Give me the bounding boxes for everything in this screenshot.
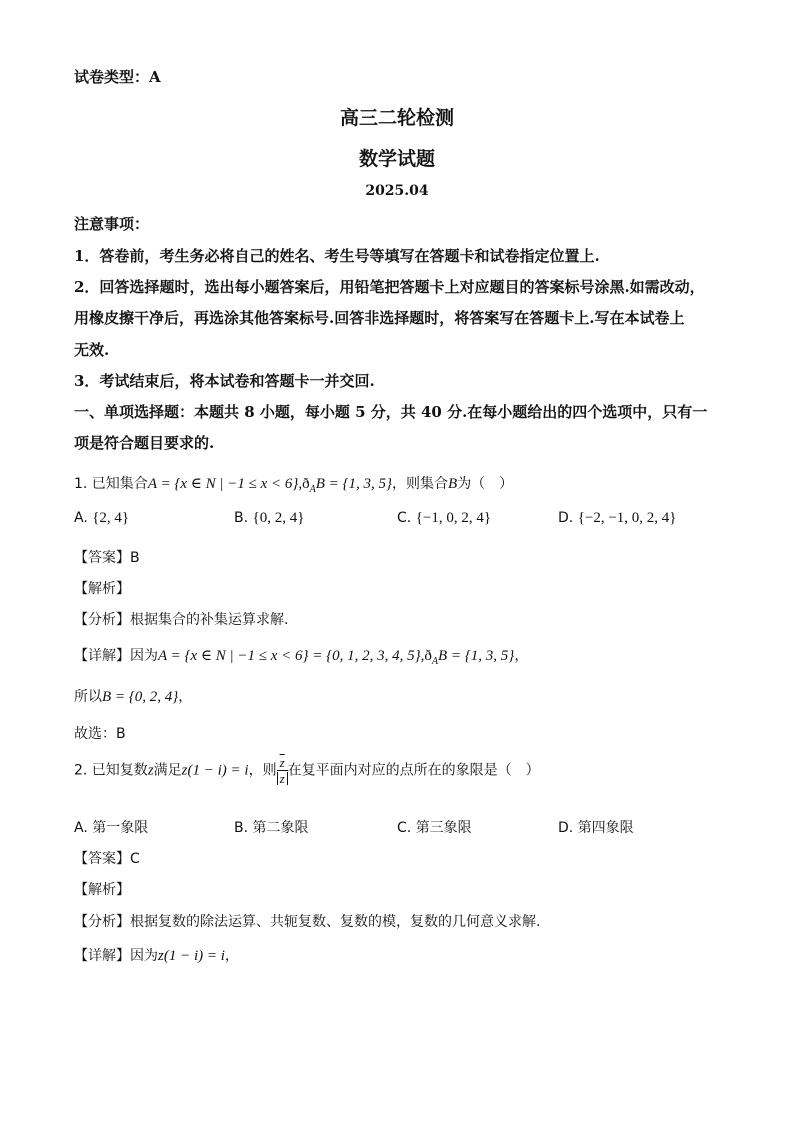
- q2-suffix: 在复平面内对应的点所在的象限是（ ）: [287, 762, 540, 779]
- q1-option-b-value: {0, 2, 4}: [252, 510, 305, 526]
- q1-option-a-value: {2, 4}: [92, 510, 130, 526]
- q2-analysis-tag: 【解析】: [74, 882, 130, 898]
- q1-set-a: A = {x ∈ N | −1 ≤ x < 6}: [147, 476, 299, 492]
- q2-option-d-label: D.: [558, 820, 574, 836]
- q2-mid: 满足: [153, 762, 182, 779]
- q1-option-c-label: C.: [397, 510, 412, 526]
- q1-detail-end: ，: [514, 648, 529, 664]
- q2-option-d-value: 第四象限: [577, 820, 634, 836]
- q2-option-c-value: 第三象限: [415, 820, 472, 836]
- q2-detail-end: ，: [224, 948, 239, 964]
- q1-option-d-label: D.: [558, 510, 574, 526]
- q2-fraction: [277, 756, 288, 785]
- q1-answer: 【答案】B: [74, 550, 140, 566]
- notes-heading: 注意事项：: [74, 215, 150, 233]
- notes-item-2-line-2: 用橡皮擦干净后，再选涂其他答案标号.回答非选择题时，将答案写在答题卡上.写在本试卷上: [74, 309, 685, 327]
- q1-option-a-label: A.: [74, 510, 88, 526]
- q1-analysis: 【分析】根据集合的补集运算求解.: [74, 612, 289, 628]
- q1-prefix: 1. 已知集合: [74, 476, 148, 492]
- q2-answer: 【答案】C: [74, 851, 140, 867]
- section1-line-2: 项是符合题目要求的.: [74, 434, 215, 452]
- q1-so: [74, 686, 192, 706]
- q2-fraction-bottom: z: [277, 772, 288, 785]
- exam-date: 2025.04: [365, 183, 429, 199]
- q1-complement-rest: B = {1, 3, 5}: [315, 476, 393, 492]
- q1-option-b: [234, 510, 304, 527]
- q1-detail-complement-sub: A: [431, 655, 439, 667]
- q2-detail-math: z(1 − i) = i: [158, 948, 225, 964]
- q2-then: ，则: [248, 762, 277, 779]
- q1-so-math: B = {0, 2, 4}: [102, 689, 179, 705]
- q1-option-b-label: B.: [234, 510, 249, 526]
- q1-var-b: B: [448, 476, 458, 492]
- paper-type: 试卷类型：A: [74, 68, 161, 86]
- q2-var-z: z: [147, 762, 154, 779]
- q1-stem: 1. 已知集合A = {x ∈ N | $-1 \le x < 6\},ð_AB = \{1$, 3, 5}，则集合B为（ ）: [74, 476, 514, 495]
- q1-option-d-value: {−2, −1, 0, 2, 4}: [577, 510, 677, 526]
- q1-option-c: [397, 510, 491, 527]
- q2-option-c: [397, 817, 472, 837]
- q2-detail: [74, 945, 239, 965]
- section1-line-1: 一、单项选择题：本题共 8 小题，每小题 5 分，共 40 分.在每小题给出的四个选项中，只有一: [74, 403, 708, 421]
- q1-option-d: [558, 510, 677, 527]
- q2-option-a-label: A.: [74, 820, 88, 836]
- q1-option-a: [74, 510, 129, 527]
- q2-option-c-label: C.: [397, 820, 412, 836]
- q2-option-b: [234, 817, 309, 837]
- notes-item-3: 3．考试结束后，将本试卷和答题卡一并交回.: [74, 372, 375, 390]
- q2-detail-prefix: 【详解】因为: [74, 948, 158, 964]
- notes-item-2-line-1: 2．回答选择题时，选出每小题答案后，用铅笔把答题卡上对应题目的答案标号涂黑.如需改动，: [74, 278, 705, 296]
- q1-detail: [74, 645, 528, 667]
- q2-option-a: [74, 817, 148, 837]
- exam-title: 高三二轮检测: [339, 107, 454, 129]
- q1-option-c-value: {−1, 0, 2, 4}: [415, 510, 492, 526]
- q1-choose: 故选：B: [74, 726, 126, 742]
- q1-detail-math: A = {x ∈ N | −1 ≤ x < 6} = {0, 1, 2, 3, 4, 5},: [158, 648, 425, 664]
- q2-equation: z(1 − i) = i: [181, 762, 249, 779]
- q1-detail-complement-symbol: ð: [424, 648, 432, 664]
- q1-so-prefix: 所以: [74, 689, 102, 705]
- q1-suffix: ，则集合: [392, 476, 449, 492]
- q1-so-end: ，: [178, 689, 193, 705]
- q1-detail-prefix: 【详解】因为: [74, 648, 158, 664]
- q2-fraction-top: $\overline{z}$: [279, 755, 285, 770]
- q2-option-d: [558, 817, 634, 837]
- q2-option-b-value: 第二象限: [252, 820, 309, 836]
- q2-prefix: 2. 已知复数: [74, 762, 148, 779]
- q2-analysis: 【分析】根据复数的除法运算、共轭复数、复数的模，复数的几何意义求解.: [74, 914, 541, 930]
- q1-complement-sub: A: [309, 483, 316, 495]
- q1-suffix2: 为（ ）: [457, 476, 514, 492]
- q1-detail-complement-rest: B = {1, 3, 5}: [438, 648, 515, 664]
- exam-subtitle: 数学试题: [358, 148, 435, 170]
- q2-option-a-value: 第一象限: [92, 820, 149, 836]
- q1-analysis-tag: 【解析】: [74, 581, 130, 597]
- q1-complement-symbol: ð: [302, 476, 310, 492]
- notes-item-2-line-3: 无效.: [74, 341, 110, 359]
- q2-stem: [74, 756, 540, 785]
- q2-option-b-label: B.: [234, 820, 249, 836]
- notes-item-1: 1．答卷前，考生务必将自己的姓名、考生号等填写在答题卡和试卷指定位置上.: [74, 247, 600, 265]
